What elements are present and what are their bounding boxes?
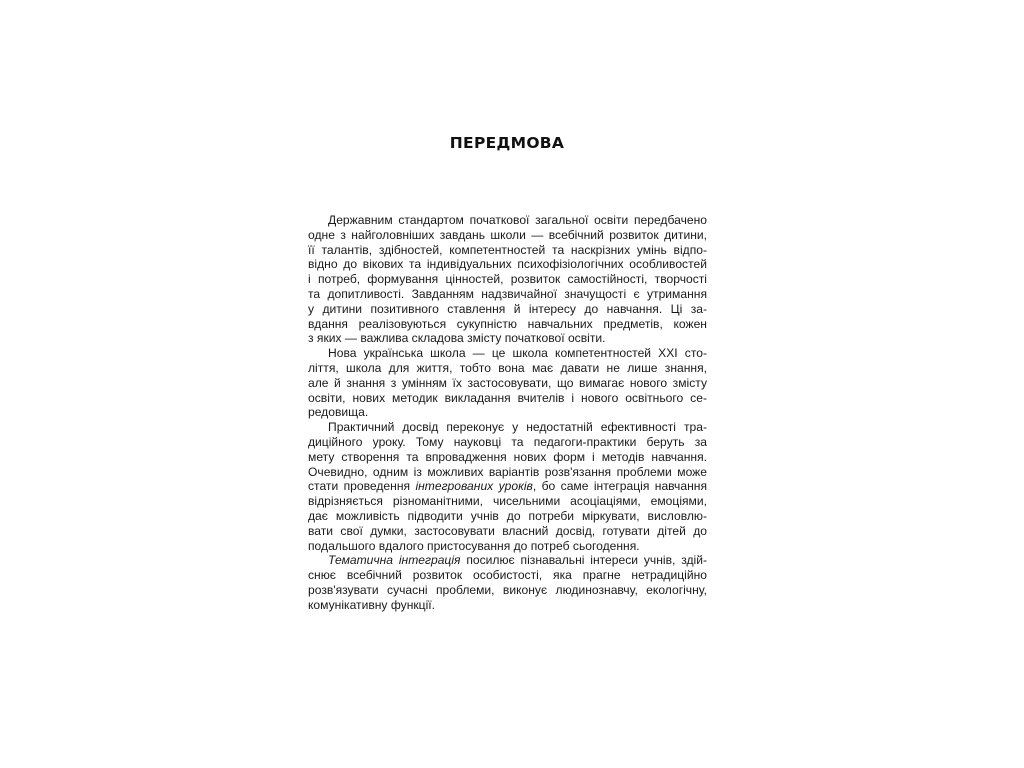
paragraph-3: [308, 420, 707, 553]
text-line: і потреб, формування цінностей, розвиток самостійності, творчості: [308, 272, 707, 287]
text-segment: , бо саме інтеграція навчання: [532, 479, 707, 494]
text-line: відрізняється різноманітними, чисельними асоціаціями, емоціями,: [308, 494, 707, 509]
text-line: редовища.: [308, 405, 369, 420]
text-line: дає можливість підводити учнів до потреби міркувати, висловлю-: [308, 508, 707, 523]
text-line: вдання реалізовуються сукупністю навчальних предметів, кожен: [308, 316, 707, 331]
text-line: розв'язувати сучасні проблеми, виконує людинознавчу, екологічну,: [308, 582, 707, 597]
text-line: мету створення та впровадження нових форм і методів навчання.: [308, 449, 707, 464]
text-line: одне з найголовніших завдань школи — всебічний розвиток дитини,: [308, 227, 707, 242]
paragraph-2: [308, 346, 707, 420]
text-line: ліття, школа для життя, тобто вона має давати не лише знання,: [308, 360, 707, 375]
text-line: Очевидно, одним із можливих варіантів розв'язання проблеми може: [308, 464, 707, 479]
paragraph-4: [308, 553, 707, 612]
emphasis-text: інтегрованих уроків: [415, 479, 533, 494]
text-segment: посилює пізнавальні інтереси учнів, здій-: [460, 553, 708, 568]
text-line: Державним стандартом початкової загальної освіти передбачено: [328, 213, 707, 227]
text-line: подальшого вдалого пристосування до потреб сьогодення.: [308, 538, 640, 553]
text-line: комунікативну функції.: [308, 597, 436, 612]
text-line: Нова українська школа — це школа компетентностей XXI сто-: [328, 346, 707, 361]
text-line: відно до вікових та індивідуальних психофізіологічних особливостей: [308, 257, 707, 272]
page-title: ПЕРЕДМОВА: [449, 134, 565, 152]
text-line: [308, 479, 707, 494]
preface-body: [308, 213, 707, 613]
text-line: вати свої думки, застосовувати власний досвід, готувати дітей до: [308, 523, 707, 538]
text-line: у дитини позитивного ставлення й інтересу до навчання. Ці за-: [308, 301, 707, 316]
text-line: але й знання з умінням їх застосовувати, що вимагає нового змісту: [308, 375, 707, 390]
text-line: освіти, нових методик викладання вчителів і нового освітнього се-: [308, 390, 707, 405]
text-line: снює всебічний розвиток особистості, яка прагне нетрадиційно: [308, 568, 707, 583]
text-segment: стати проведення: [308, 479, 416, 494]
text-line: диційного уроку. Тому науковці та педагоги-практики беруть за: [308, 434, 707, 449]
text-line: Практичний досвід переконує у недостатній ефективності тра-: [328, 420, 707, 435]
text-line: та допитливості. Завданням надзвичайної значущості є утримання: [308, 286, 707, 301]
text-line: [308, 553, 707, 568]
paragraph-1: [308, 213, 707, 346]
emphasis-text: Тематична інтеграція: [328, 553, 461, 568]
text-line: з яких — важлива складова змісту початкової освіти.: [308, 331, 606, 346]
text-line: її талантів, здібностей, компетентностей та наскрізних умінь відпо-: [308, 242, 707, 257]
